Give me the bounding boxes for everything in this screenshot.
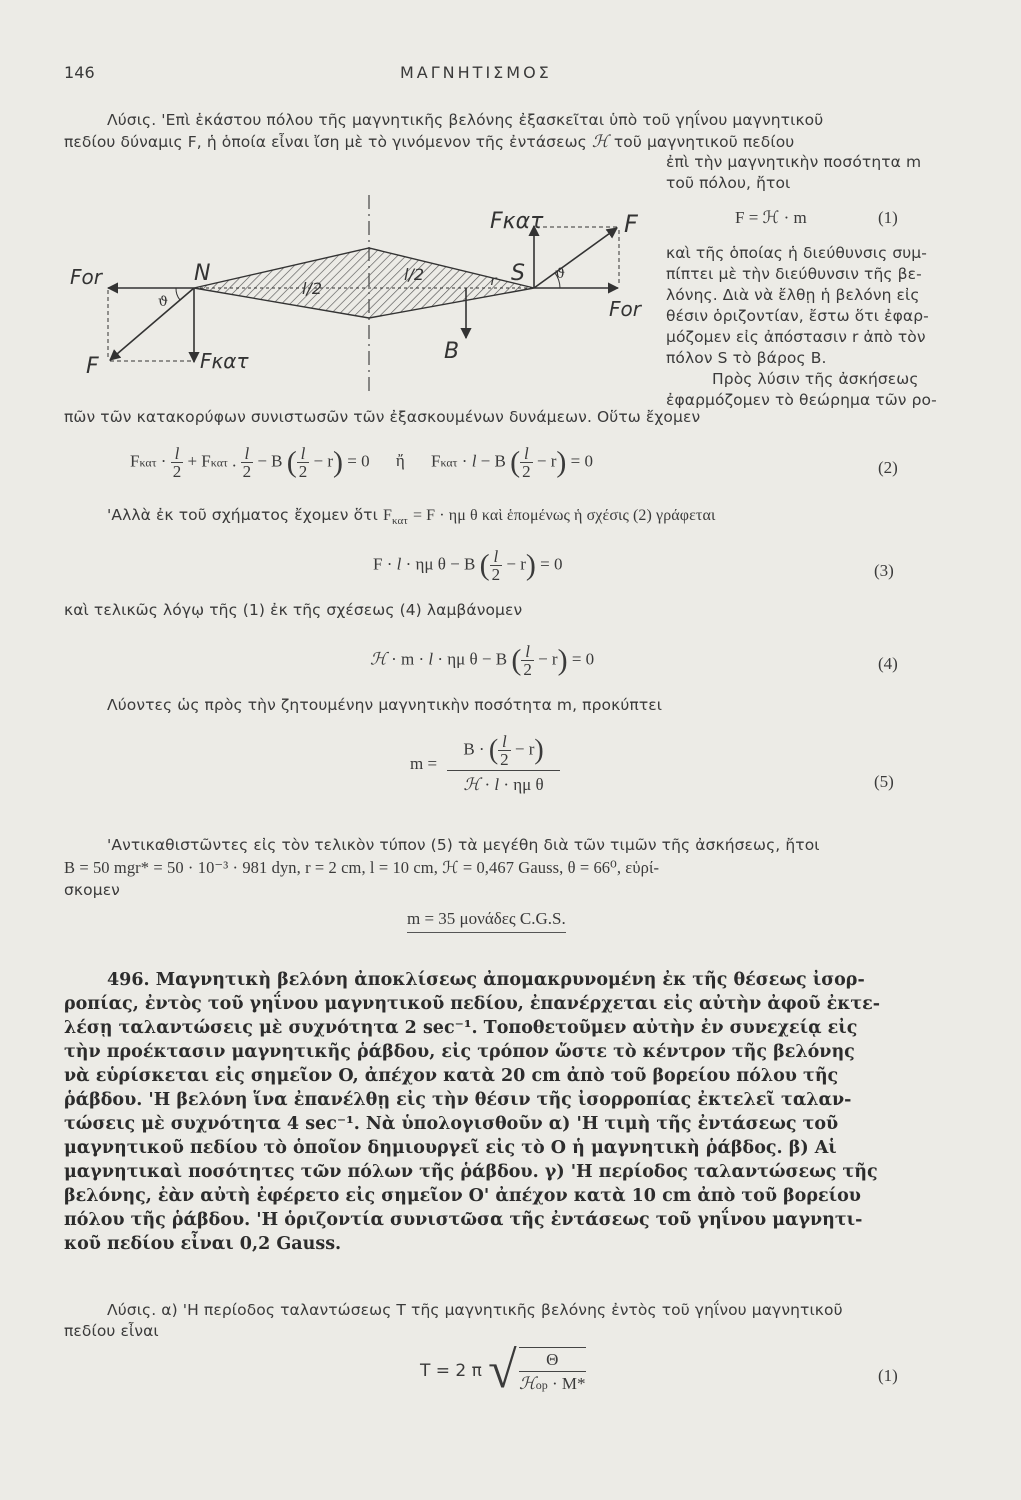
intro-line3: ἐπὶ τὴν μαγνητικὴν ποσότητα m xyxy=(666,153,922,171)
period-equation-number: (1) xyxy=(878,1366,898,1385)
label-theta-right: ϑ xyxy=(555,266,566,282)
label-half-l-right: l/2 xyxy=(404,265,425,284)
substitution-line1: 'Αντικαθιστῶντες εἰς τὸν τελικὸν τύπον (5) τὰ μεγέθη διὰ τῶν τιμῶν τῆς ἀσκήσεως, ἤτοι xyxy=(107,836,820,854)
problem-496-body: ροπίας, ἐντὸς τοῦ γηΐνου μαγνητικοῦ πεδίου, ἐπανέρχεται εἰς αὐτὴν ἀφοῦ ἐκτε- λέσῃ ταλαντώσεις μὲ συχνότητα 2 sec⁻¹. Τοποθετοῦμεν αὐτὴν ἐν συνεχείᾳ εἰς τὴν προέκτασιν μαγνητικῆς ῥάβδου, εἰς τρόπον ὥστε τὸ κέντρον τῆς βελόνης νὰ εὑρίσκεται εἰς σημεῖον O, ἀπέχον κατὰ 20 cm ἀπὸ τοῦ βορείου πόλου τῆς ῥάβδου. 'Η βελόνη ἵνα ἐπανέλθῃ εἰς τὴν θέσιν τῆς ἰσορροπίας ἐκτελεῖ ταλαν- τώσεις μὲ συχνότητα 4 sec⁻¹. Νὰ ὑπολογισθοῦν α) 'Η τιμὴ τῆς ἐντάσεως τοῦ μαγνητικοῦ πεδίου τὸ ὁποῖον δημιουργεῖ εἰς τὸ O ἡ μαγνητικὴ ῥάβδος. β) Αἱ μαγνητικαὶ ποσότητες τῶν πόλων τῆς ῥάβδου. γ) 'Η περίοδος ταλαντώσεως τῆς βελόνης, ἐὰν αὐτὴ ἐφέρετο εἰς σημεῖον O' ἀπέχον κατὰ 10 cm ἀπὸ τοῦ βορείου πόλου τῆς ῥάβδου. 'Η ὁριζοντία συνιστῶσα τῆς ἐντάσεως τοῦ γηΐνου μαγνητι- κοῦ πεδίου εἶναι 0,2 Gauss. xyxy=(64,994,881,1254)
equation-5: m = B · ( $\frac{l}{2}$ − r) ℋ · l · ημ θ xyxy=(410,733,560,795)
equation-3-number: (3) xyxy=(874,561,894,580)
substitution-line2: B = 50 mgr* = 50 · 10⁻³ · 981 dyn, r = 2 cm, l = 10 cm, ℋ = 0,467 Gauss, θ = 66⁰, εὑρί- xyxy=(64,858,660,877)
equation-1-number: (1) xyxy=(878,208,898,227)
right-paragraph2-line2: ἐφαρμόζομεν τὸ θεώρημα τῶν ρο- xyxy=(666,391,937,409)
label-theta-left: ϑ xyxy=(158,294,169,310)
solution-intro-line2: πεδίου δύναμις F, ἡ ὁποία εἶναι ἴση μὲ τὸ γινόμενον τῆς ἐντάσεως ℋ τοῦ μαγνητικοῦ πεδίου xyxy=(64,132,795,151)
solution2-paragraph-line2: πεδίου εἶναι xyxy=(64,1322,159,1340)
text-after-eq3: καὶ τελικῶς λόγῳ τῆς (1) ἐκ τῆς σχέσεως (4) λαμβάνομεν xyxy=(64,601,523,619)
page-number: 146 xyxy=(64,63,95,82)
problem-496: 496. Μαγνητικὴ βελόνη ἀποκλίσεως ἀπομακρυνομένη ἐκ τῆς θέσεως ἰσορ- xyxy=(107,970,865,990)
label-b-weight: B xyxy=(444,339,460,364)
intro-text-1: 'Επὶ ἑκάστου πόλου τῆς μαγνητικῆς βελόνης ἐξασκεῖται ὑπὸ τοῦ γηΐνου μαγνητικοῦ xyxy=(161,111,824,129)
label-f-or-right: For xyxy=(609,297,641,321)
equation-1: F = ℋ · m xyxy=(735,208,807,227)
right-f-arrow xyxy=(534,228,617,288)
solution-label: Λύσις. xyxy=(107,111,157,129)
label-f-or-left: For xyxy=(70,265,102,289)
equation-4-number: (4) xyxy=(878,654,898,673)
intro-line4: τοῦ πόλου, ἤτοι xyxy=(666,174,791,192)
text-after-eq4: Λύοντες ὡς πρὸς τὴν ζητουμένην μαγνητικὴν ποσότητα m, προκύπτει xyxy=(107,696,663,714)
running-title: ΜΑΓΝΗΤΙΣΜΟΣ xyxy=(400,63,552,82)
h-symbol: ℋ xyxy=(591,132,609,151)
label-f-top: F xyxy=(624,210,638,238)
full-width-line: πῶν τῶν κατακορύφων συνιστωσῶν τῶν ἐξασκουμένων δυνάμεων. Οὕτω ἔχομεν xyxy=(64,408,701,426)
text-after-eq2: 'Αλλὰ ἐκ τοῦ σχήματος ἔχομεν ὅτι $F_{\kappa\alpha\tau} = F \cdot \eta\mu$ θ καὶ ἑπομένως ἡ σχέσις (2) γράφεται xyxy=(107,506,716,527)
equation-3: F · l · ημ θ − B ( $\frac{l}{2}$ − r) = 0 xyxy=(373,547,563,584)
solution-intro-line1 xyxy=(64,110,936,131)
right-paragraph2-line1: Πρὸς λύσιν τῆς ἀσκήσεως xyxy=(712,370,919,388)
left-f-arrow xyxy=(110,288,194,360)
label-half-l-left: l/2 xyxy=(302,279,323,298)
right-paragraph: καὶ τῆς ὁποίας ἡ διεύθυνσις συμ- πίπτει μὲ τὴν διεύθυνσιν τῆς βε- λόνης. Διὰ νὰ ἔλθῃ ἡ βελόνη εἰς θέσιν ὁριζοντίαν, ἔστω ὅτι ἐφαρ- μόζομεν εἰς ἀπόστασιν r ἀπὸ τὸν πόλον S τὸ βάρος B. xyxy=(666,244,929,367)
equation-2-number: (2) xyxy=(878,458,898,477)
solution2-paragraph-line1: Λύσις. α) 'Η περίοδος ταλαντώσεως T τῆς μαγνητικῆς βελόνης ἐντὸς τοῦ γηΐνου μαγνητικοῦ xyxy=(107,1301,843,1319)
needle-force-diagram xyxy=(64,190,664,405)
period-equation: T = 2 π √ Θ ℋop · M* xyxy=(420,1342,586,1399)
result: m = 35 μονάδες C.G.S. xyxy=(407,909,566,933)
substitution-line3: σκομεν xyxy=(64,881,120,899)
equation-2-or: ἤ xyxy=(395,451,405,471)
equation-2: Fκατ · $\frac{l}{2}$ + Fκατ . $\frac{l}{2}$ − B ( $\frac{l}{2}$ − r) = 0 ἤ Fκατ · l − B ( $\frac{l}{2}$ − r) = 0 xyxy=(130,444,593,481)
equation-5-number: (5) xyxy=(874,772,894,791)
label-s-pole: S xyxy=(511,261,525,286)
needle-diamond xyxy=(194,248,534,318)
label-r: r xyxy=(490,273,497,289)
label-n-pole: N xyxy=(194,261,211,286)
equation-4: ℋ · m · l · ημ θ − B ( $\frac{l}{2}$ − r) = 0 xyxy=(370,642,595,679)
label-f-kat-top: Fκατ xyxy=(490,209,544,234)
label-f-bottom: F xyxy=(86,354,99,379)
problem-number: 496. xyxy=(107,970,150,990)
label-f-kat-bottom: Fκατ xyxy=(200,349,249,373)
solution2-label: Λύσις. xyxy=(107,1301,157,1319)
